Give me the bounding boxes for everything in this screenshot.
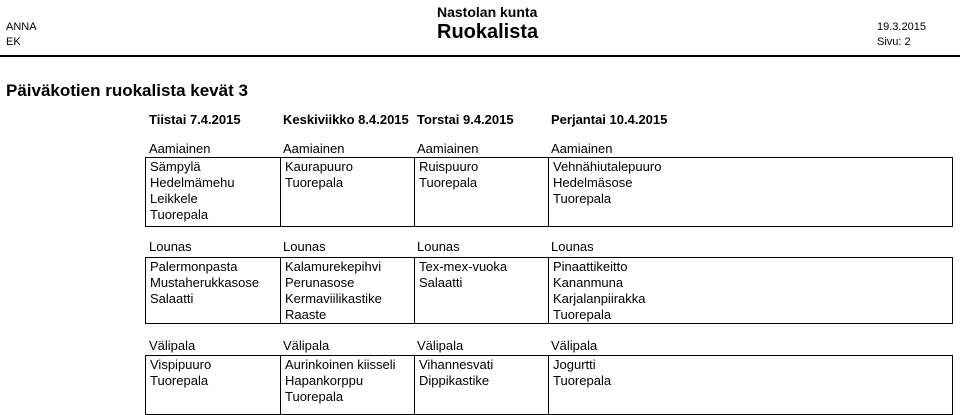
document-title: Ruokalista [437, 21, 539, 43]
menu-item: Tuorepala [419, 175, 478, 190]
meal-label-lunch-thu: Lounas [417, 239, 460, 254]
meal-label-snack-wed: Välipala [283, 338, 330, 353]
lunch-menu-box [145, 257, 953, 324]
menu-item: Vispipuuro [150, 357, 212, 372]
lunch-thu [414, 258, 548, 323]
menu-item: Tuorepala [553, 373, 612, 388]
day-header-tuesday: Tiistai 7.4.2015 [149, 112, 241, 127]
menu-item: Raaste [285, 307, 327, 322]
menu-item: Kananmuna [553, 275, 624, 290]
menu-item: Tuorepala [285, 389, 344, 404]
meal-label-lunch-fri: Lounas [551, 239, 594, 254]
menu-item: Vehnähiutalepuuro [553, 159, 662, 174]
meal-label-lunch-tue: Lounas [149, 239, 192, 254]
snack-thu [414, 356, 548, 414]
day-header-friday: Perjantai 10.4.2015 [551, 112, 668, 127]
meal-label-breakfast-wed: Aamiainen [283, 141, 345, 156]
menu-item: Pinaattikeitto [553, 259, 628, 274]
breakfast-tue [146, 158, 280, 226]
menu-item: Vihannesvati [419, 357, 494, 372]
page-number: Sivu: 2 [877, 36, 911, 48]
day-header-wednesday: Keskiviikko 8.4.2015 [283, 112, 409, 127]
menu-item: Salaatti [419, 275, 463, 290]
header-left-line1: ANNA [6, 21, 37, 33]
breakfast-menu-box [145, 157, 953, 227]
menu-item: Leikkele [150, 191, 198, 206]
menu-item: Karjalanpiirakka [553, 291, 646, 306]
menu-item: Sämpylä [150, 159, 201, 174]
snack-menu-box [145, 355, 953, 415]
breakfast-wed [280, 158, 414, 226]
menu-item: Perunasose [285, 275, 355, 290]
lunch-fri [548, 258, 682, 323]
day-header-thursday: Torstai 9.4.2015 [417, 112, 514, 127]
menu-item: Mustaherukkasose [150, 275, 260, 290]
menu-item: Hedelmäsose [553, 175, 633, 190]
menu-item: Palermonpasta [150, 259, 238, 274]
header-divider [0, 55, 960, 57]
header-left-line2: EK [6, 36, 21, 48]
meal-label-breakfast-thu: Aamiainen [417, 141, 479, 156]
breakfast-thu [414, 158, 548, 226]
menu-item: Kaurapuuro [285, 159, 353, 174]
menu-item: Aurinkoinen kiisseli [285, 357, 396, 372]
meal-label-breakfast-tue: Aamiainen [149, 141, 211, 156]
menu-item: Jogurtti [553, 357, 596, 372]
menu-item: Tuorepala [553, 307, 612, 322]
header-left [6, 20, 37, 50]
meal-label-breakfast-fri: Aamiainen [551, 141, 613, 156]
meal-label-snack-tue: Välipala [149, 338, 196, 353]
lunch-tue [146, 258, 280, 323]
meal-label-snack-fri: Välipala [551, 338, 598, 353]
snack-tue [146, 356, 280, 414]
menu-item: Salaatti [150, 291, 194, 306]
meal-label-snack-thu: Välipala [417, 338, 464, 353]
menu-item: Dippikastike [419, 373, 490, 388]
page-title: Päiväkotien ruokalista kevät 3 [6, 81, 248, 100]
menu-item: Tuorepala [150, 373, 209, 388]
menu-item: Kermaviilikastike [285, 291, 382, 306]
snack-fri [548, 356, 682, 414]
lunch-wed [280, 258, 414, 323]
menu-item: Kalamurekepihvi [285, 259, 382, 274]
menu-item: Tex-mex-vuoka [419, 259, 508, 274]
menu-item: Hedelmämehu [150, 175, 235, 190]
menu-item: Tuorepala [553, 191, 612, 206]
menu-item: Ruispuuro [419, 159, 479, 174]
breakfast-fri [548, 158, 682, 226]
meal-label-lunch-wed: Lounas [283, 239, 326, 254]
header-right [877, 20, 926, 50]
menu-item: Hapankorppu [285, 373, 364, 388]
menu-item: Tuorepala [285, 175, 344, 190]
organization-name: Nastolan kunta [437, 4, 538, 20]
menu-item: Tuorepala [150, 207, 209, 222]
print-date: 19.3.2015 [877, 21, 926, 33]
snack-wed [280, 356, 414, 414]
